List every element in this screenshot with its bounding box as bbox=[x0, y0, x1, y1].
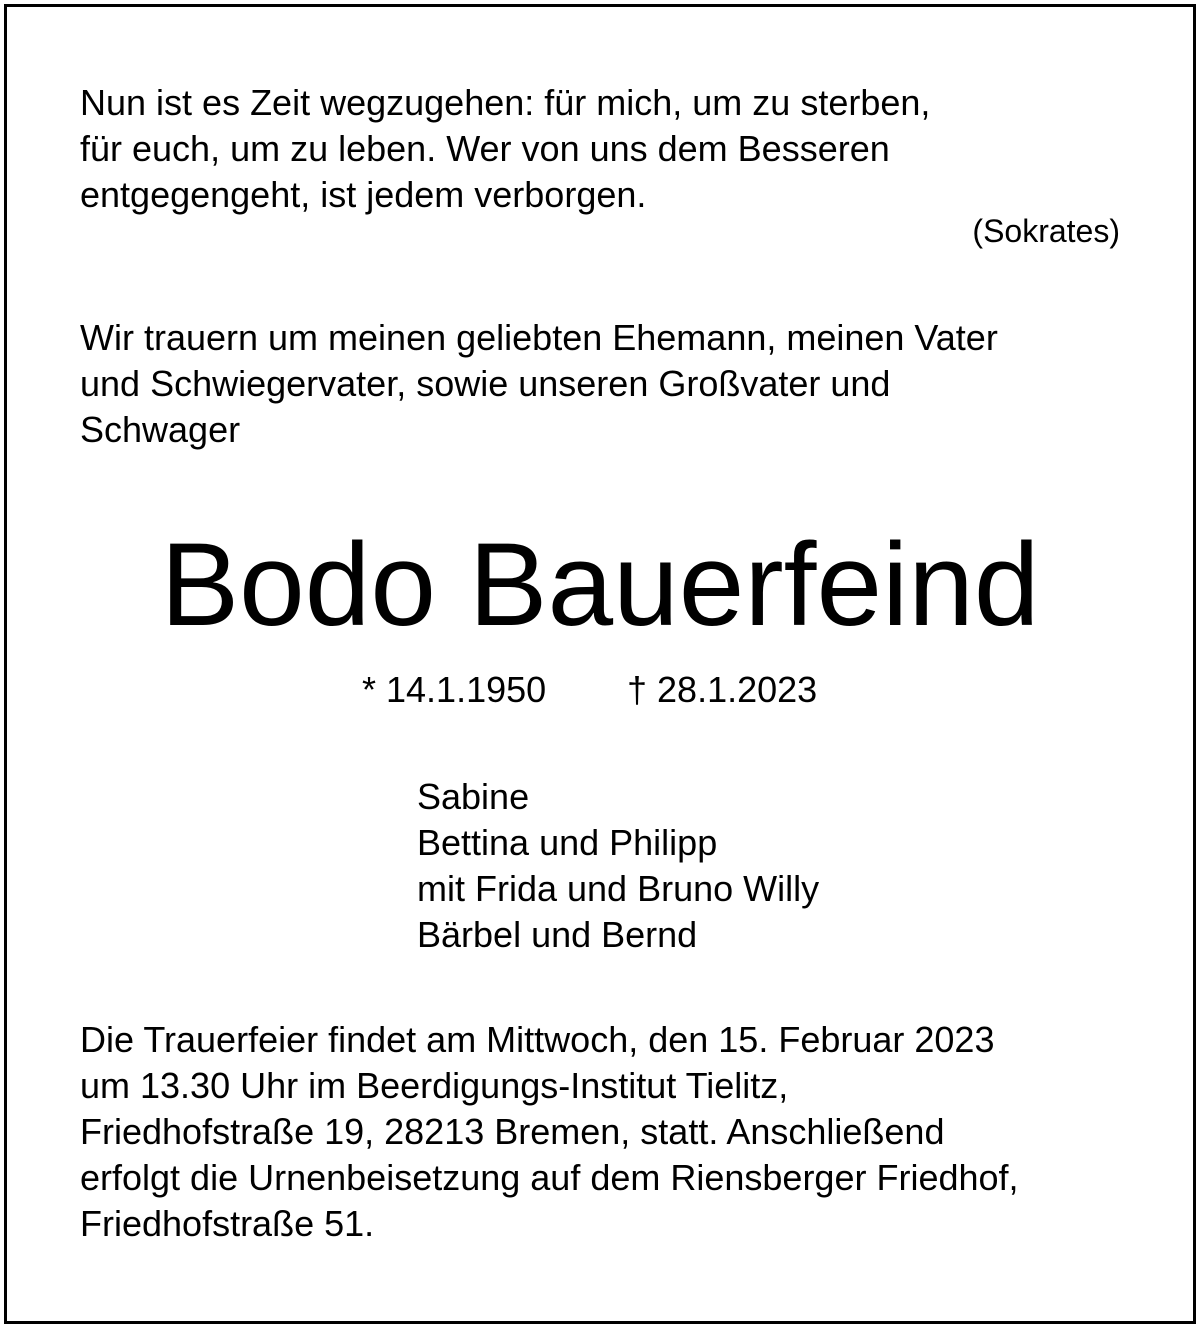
death-date: † 28.1.2023 bbox=[627, 669, 818, 710]
ceremony-line: Friedhofstraße 19, 28213 Bremen, statt. Anschließend bbox=[80, 1111, 945, 1152]
ceremony-line: Friedhofstraße 51. bbox=[80, 1203, 375, 1244]
deceased-name: Bodo Bauerfeind bbox=[160, 519, 1040, 651]
mourning-line: und Schwiegervater, sowie unseren Großvater und bbox=[80, 363, 891, 404]
quote-source: (Sokrates) bbox=[972, 213, 1120, 249]
family-line: Sabine bbox=[417, 776, 530, 817]
quote-line: Nun ist es Zeit wegzugehen: für mich, um zu sterben, bbox=[80, 82, 931, 123]
family-line: Bettina und Philipp bbox=[417, 822, 718, 863]
ceremony-line: Die Trauerfeier findet am Mittwoch, den 15. Februar 2023 bbox=[80, 1019, 995, 1060]
quote-line: für euch, um zu leben. Wer von uns dem Besseren bbox=[80, 128, 890, 169]
family-line: mit Frida und Bruno Willy bbox=[417, 868, 820, 909]
quote-line: entgegengeht, ist jedem verborgen. bbox=[80, 174, 647, 215]
mourning-line: Schwager bbox=[80, 409, 241, 450]
birth-date: * 14.1.1950 bbox=[362, 669, 547, 710]
ceremony-line: um 13.30 Uhr im Beerdigungs-Institut Tielitz, bbox=[80, 1065, 789, 1106]
family-line: Bärbel und Bernd bbox=[417, 914, 698, 955]
mourning-line: Wir trauern um meinen geliebten Ehemann, meinen Vater bbox=[80, 317, 998, 358]
ceremony-line: erfolgt die Urnenbeisetzung auf dem Riensberger Friedhof, bbox=[80, 1157, 1019, 1198]
